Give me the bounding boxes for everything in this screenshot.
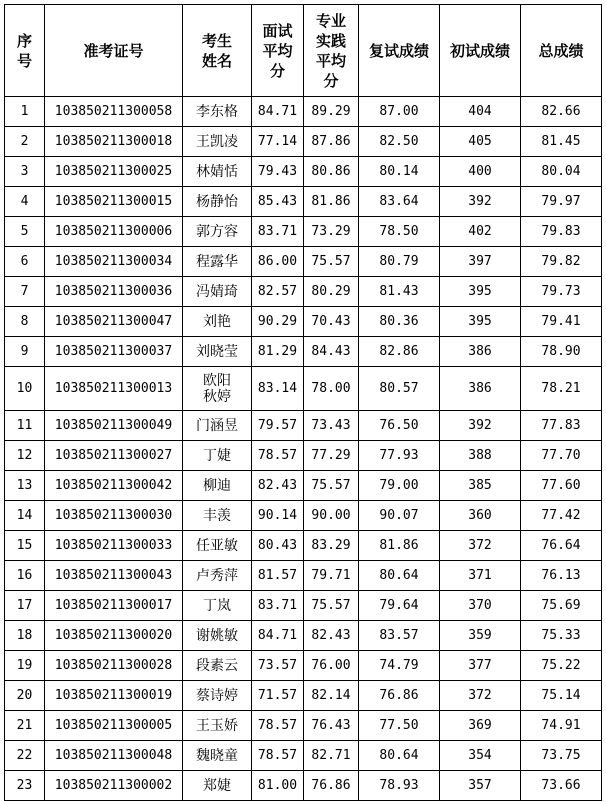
cell-practice-avg: 79.71 (304, 561, 359, 591)
cell-retest: 82.50 (359, 127, 440, 157)
cell-initial: 392 (440, 411, 521, 441)
table-row (5, 277, 602, 307)
cell-seq: 13 (5, 471, 45, 501)
cell-initial: 360 (440, 501, 521, 531)
cell-total: 73.66 (521, 771, 602, 801)
cell-retest: 76.86 (359, 681, 440, 711)
table-body (5, 97, 602, 801)
cell-practice-avg: 76.00 (304, 651, 359, 681)
table-row (5, 411, 602, 441)
cell-exam-id: 103850211300028 (45, 651, 183, 681)
cell-name (183, 771, 252, 801)
cell-retest: 80.64 (359, 561, 440, 591)
cell-interview-avg: 81.00 (252, 771, 304, 801)
table-row (5, 307, 602, 337)
name-line: 程露华 (196, 253, 238, 270)
cell-name (183, 561, 252, 591)
cell-total: 80.04 (521, 157, 602, 187)
cell-practice-avg: 73.29 (304, 217, 359, 247)
cell-practice-avg: 81.86 (304, 187, 359, 217)
cell-initial: 392 (440, 187, 521, 217)
header-label-line: 总成绩 (538, 41, 584, 60)
cell-name (183, 367, 252, 411)
cell-exam-id: 103850211300034 (45, 247, 183, 277)
cell-seq: 20 (5, 681, 45, 711)
cell-total: 75.14 (521, 681, 602, 711)
cell-retest: 78.93 (359, 771, 440, 801)
name-line: 柳迪 (203, 477, 231, 494)
cell-seq: 19 (5, 651, 45, 681)
table-header (5, 5, 602, 97)
cell-seq: 4 (5, 187, 45, 217)
cell-name (183, 187, 252, 217)
cell-total: 73.75 (521, 741, 602, 771)
table-row (5, 681, 602, 711)
cell-seq: 22 (5, 741, 45, 771)
cell-exam-id: 103850211300033 (45, 531, 183, 561)
name-line: 王玉娇 (196, 717, 238, 734)
table-row (5, 157, 602, 187)
header-total (521, 5, 602, 97)
cell-name (183, 97, 252, 127)
cell-seq: 23 (5, 771, 45, 801)
cell-retest: 80.57 (359, 367, 440, 411)
cell-total: 75.33 (521, 621, 602, 651)
cell-interview-avg: 78.57 (252, 441, 304, 471)
cell-practice-avg: 76.43 (304, 711, 359, 741)
cell-name (183, 591, 252, 621)
cell-initial: 359 (440, 621, 521, 651)
cell-initial: 395 (440, 307, 521, 337)
cell-total: 76.13 (521, 561, 602, 591)
name-line: 丁婕 (203, 447, 231, 464)
cell-interview-avg: 90.14 (252, 501, 304, 531)
table-row (5, 97, 602, 127)
cell-retest: 80.14 (359, 157, 440, 187)
cell-interview-avg: 81.57 (252, 561, 304, 591)
cell-name (183, 471, 252, 501)
cell-initial: 370 (440, 591, 521, 621)
cell-total: 77.83 (521, 411, 602, 441)
cell-exam-id: 103850211300037 (45, 337, 183, 367)
cell-interview-avg: 78.57 (252, 741, 304, 771)
cell-retest: 87.00 (359, 97, 440, 127)
cell-total: 75.69 (521, 591, 602, 621)
cell-seq: 14 (5, 501, 45, 531)
cell-name (183, 621, 252, 651)
cell-practice-avg: 89.29 (304, 97, 359, 127)
cell-retest: 80.79 (359, 247, 440, 277)
cell-practice-avg: 82.43 (304, 621, 359, 651)
cell-practice-avg: 78.00 (304, 367, 359, 411)
table-row (5, 127, 602, 157)
cell-practice-avg: 70.43 (304, 307, 359, 337)
cell-seq: 16 (5, 561, 45, 591)
cell-exam-id: 103850211300042 (45, 471, 183, 501)
cell-interview-avg: 79.57 (252, 411, 304, 441)
cell-practice-avg: 76.86 (304, 771, 359, 801)
cell-retest: 78.50 (359, 217, 440, 247)
cell-interview-avg: 82.57 (252, 277, 304, 307)
cell-total: 78.90 (521, 337, 602, 367)
header-name (183, 5, 252, 97)
cell-practice-avg: 73.43 (304, 411, 359, 441)
cell-exam-id: 103850211300027 (45, 441, 183, 471)
name-line: 郑婕 (203, 777, 231, 794)
cell-retest: 82.86 (359, 337, 440, 367)
name-line: 刘艳 (203, 313, 231, 330)
cell-initial: 371 (440, 561, 521, 591)
cell-initial: 397 (440, 247, 521, 277)
table-row (5, 621, 602, 651)
cell-seq: 8 (5, 307, 45, 337)
cell-initial: 386 (440, 337, 521, 367)
cell-practice-avg: 82.14 (304, 681, 359, 711)
cell-initial: 385 (440, 471, 521, 501)
cell-retest: 77.50 (359, 711, 440, 741)
cell-name (183, 741, 252, 771)
cell-interview-avg: 80.43 (252, 531, 304, 561)
header-label-line: 分 (269, 61, 285, 80)
cell-practice-avg: 90.00 (304, 501, 359, 531)
cell-seq: 12 (5, 441, 45, 471)
cell-name (183, 157, 252, 187)
table-row (5, 591, 602, 621)
cell-initial: 395 (440, 277, 521, 307)
name-line: 任亚敏 (196, 537, 238, 554)
header-label-line: 姓名 (201, 51, 232, 70)
cell-exam-id: 103850211300020 (45, 621, 183, 651)
cell-interview-avg: 84.71 (252, 621, 304, 651)
table-row (5, 337, 602, 367)
cell-practice-avg: 75.57 (304, 247, 359, 277)
cell-exam-id: 103850211300030 (45, 501, 183, 531)
cell-seq: 7 (5, 277, 45, 307)
cell-retest: 76.50 (359, 411, 440, 441)
cell-exam-id: 103850211300002 (45, 771, 183, 801)
cell-exam-id: 103850211300017 (45, 591, 183, 621)
cell-initial: 372 (440, 531, 521, 561)
table-row (5, 247, 602, 277)
cell-exam-id: 103850211300048 (45, 741, 183, 771)
cell-exam-id: 103850211300025 (45, 157, 183, 187)
cell-retest: 83.64 (359, 187, 440, 217)
cell-seq: 3 (5, 157, 45, 187)
table-row (5, 711, 602, 741)
header-retest (359, 5, 440, 97)
cell-interview-avg: 83.71 (252, 591, 304, 621)
name-line: 谢姚敏 (196, 627, 238, 644)
name-line: 欧阳 (203, 372, 231, 389)
header-row (5, 5, 602, 97)
cell-interview-avg: 77.14 (252, 127, 304, 157)
table-row (5, 741, 602, 771)
cell-total: 79.41 (521, 307, 602, 337)
name-line: 蔡诗婷 (196, 687, 238, 704)
cell-name (183, 277, 252, 307)
cell-total: 77.60 (521, 471, 602, 501)
table-row (5, 367, 602, 411)
cell-initial: 405 (440, 127, 521, 157)
cell-name (183, 217, 252, 247)
cell-initial: 369 (440, 711, 521, 741)
cell-exam-id: 103850211300058 (45, 97, 183, 127)
cell-interview-avg: 81.29 (252, 337, 304, 367)
cell-interview-avg: 86.00 (252, 247, 304, 277)
cell-retest: 80.64 (359, 741, 440, 771)
header-exam-id (45, 5, 183, 97)
cell-name (183, 441, 252, 471)
cell-initial: 386 (440, 367, 521, 411)
header-label-line: 复试成绩 (368, 41, 429, 60)
cell-interview-avg: 79.43 (252, 157, 304, 187)
cell-practice-avg: 82.71 (304, 741, 359, 771)
table-row (5, 651, 602, 681)
cell-exam-id: 103850211300006 (45, 217, 183, 247)
cell-interview-avg: 82.43 (252, 471, 304, 501)
header-seq (5, 5, 45, 97)
table-row (5, 217, 602, 247)
table-row (5, 771, 602, 801)
cell-exam-id: 103850211300049 (45, 411, 183, 441)
cell-practice-avg: 77.29 (304, 441, 359, 471)
name-line: 秋婷 (203, 388, 231, 405)
name-line: 门涵昱 (196, 417, 238, 434)
cell-interview-avg: 83.71 (252, 217, 304, 247)
cell-seq: 18 (5, 621, 45, 651)
header-label-line: 平均 (315, 51, 346, 70)
cell-retest: 79.00 (359, 471, 440, 501)
header-practice-avg (304, 5, 359, 97)
cell-practice-avg: 83.29 (304, 531, 359, 561)
name-line: 林婧恬 (196, 163, 238, 180)
table-row (5, 531, 602, 561)
cell-name (183, 531, 252, 561)
name-line: 卢秀萍 (196, 567, 238, 584)
cell-name (183, 501, 252, 531)
cell-exam-id: 103850211300013 (45, 367, 183, 411)
header-label-line: 面试 (262, 21, 293, 40)
cell-total: 81.45 (521, 127, 602, 157)
cell-seq: 5 (5, 217, 45, 247)
header-label-line: 序 (16, 31, 32, 50)
cell-interview-avg: 78.57 (252, 711, 304, 741)
cell-retest: 79.64 (359, 591, 440, 621)
name-line: 段素云 (196, 657, 238, 674)
name-line: 丁岚 (203, 597, 231, 614)
cell-practice-avg: 75.57 (304, 471, 359, 501)
score-table (4, 4, 602, 801)
table-row (5, 187, 602, 217)
cell-name (183, 651, 252, 681)
cell-exam-id: 103850211300043 (45, 561, 183, 591)
cell-initial: 357 (440, 771, 521, 801)
cell-name (183, 411, 252, 441)
cell-initial: 377 (440, 651, 521, 681)
cell-practice-avg: 84.43 (304, 337, 359, 367)
cell-total: 82.66 (521, 97, 602, 127)
header-label-line: 号 (16, 51, 32, 70)
cell-exam-id: 103850211300019 (45, 681, 183, 711)
cell-interview-avg: 71.57 (252, 681, 304, 711)
cell-total: 79.82 (521, 247, 602, 277)
cell-seq: 9 (5, 337, 45, 367)
cell-retest: 80.36 (359, 307, 440, 337)
name-line: 杨静怡 (196, 193, 238, 210)
cell-initial: 404 (440, 97, 521, 127)
cell-total: 76.64 (521, 531, 602, 561)
cell-initial: 354 (440, 741, 521, 771)
header-label-line: 准考证号 (83, 41, 144, 60)
cell-seq: 10 (5, 367, 45, 411)
table-row (5, 441, 602, 471)
name-line: 刘晓莹 (196, 343, 238, 360)
cell-total: 79.83 (521, 217, 602, 247)
cell-total: 75.22 (521, 651, 602, 681)
header-label-line: 实践 (315, 31, 346, 50)
name-line: 丰羡 (203, 507, 231, 524)
cell-interview-avg: 83.14 (252, 367, 304, 411)
cell-total: 77.42 (521, 501, 602, 531)
header-interview-avg (252, 5, 304, 97)
name-line: 李东格 (196, 103, 238, 120)
cell-interview-avg: 84.71 (252, 97, 304, 127)
cell-seq: 17 (5, 591, 45, 621)
cell-retest: 81.86 (359, 531, 440, 561)
cell-practice-avg: 80.29 (304, 277, 359, 307)
cell-initial: 372 (440, 681, 521, 711)
cell-total: 79.73 (521, 277, 602, 307)
cell-exam-id: 103850211300015 (45, 187, 183, 217)
cell-total: 79.97 (521, 187, 602, 217)
cell-name (183, 127, 252, 157)
table-row (5, 501, 602, 531)
cell-retest: 83.57 (359, 621, 440, 651)
name-line: 冯婧琦 (196, 283, 238, 300)
header-label-line: 平均 (262, 41, 293, 60)
name-line: 王凯凌 (196, 133, 238, 150)
cell-seq: 15 (5, 531, 45, 561)
cell-exam-id: 103850211300036 (45, 277, 183, 307)
cell-total: 77.70 (521, 441, 602, 471)
cell-interview-avg: 90.29 (252, 307, 304, 337)
cell-practice-avg: 75.57 (304, 591, 359, 621)
cell-practice-avg: 80.86 (304, 157, 359, 187)
cell-initial: 388 (440, 441, 521, 471)
cell-initial: 400 (440, 157, 521, 187)
header-label-line: 初试成绩 (449, 41, 510, 60)
cell-seq: 2 (5, 127, 45, 157)
cell-retest: 74.79 (359, 651, 440, 681)
cell-interview-avg: 73.57 (252, 651, 304, 681)
cell-seq: 1 (5, 97, 45, 127)
cell-name (183, 681, 252, 711)
cell-exam-id: 103850211300047 (45, 307, 183, 337)
cell-retest: 90.07 (359, 501, 440, 531)
cell-retest: 81.43 (359, 277, 440, 307)
header-initial (440, 5, 521, 97)
cell-seq: 6 (5, 247, 45, 277)
header-label-line: 分 (323, 71, 339, 90)
name-line: 魏晓童 (196, 747, 238, 764)
cell-total: 74.91 (521, 711, 602, 741)
cell-exam-id: 103850211300005 (45, 711, 183, 741)
header-label-line: 考生 (201, 31, 232, 50)
header-label-line: 专业 (315, 11, 346, 30)
cell-name (183, 711, 252, 741)
cell-exam-id: 103850211300018 (45, 127, 183, 157)
cell-interview-avg: 85.43 (252, 187, 304, 217)
cell-practice-avg: 87.86 (304, 127, 359, 157)
table-row (5, 471, 602, 501)
cell-total: 78.21 (521, 367, 602, 411)
table-row (5, 561, 602, 591)
cell-initial: 402 (440, 217, 521, 247)
cell-seq: 11 (5, 411, 45, 441)
cell-name (183, 307, 252, 337)
cell-name (183, 337, 252, 367)
cell-seq: 21 (5, 711, 45, 741)
name-line: 郭方容 (196, 223, 238, 240)
cell-retest: 77.93 (359, 441, 440, 471)
cell-name (183, 247, 252, 277)
